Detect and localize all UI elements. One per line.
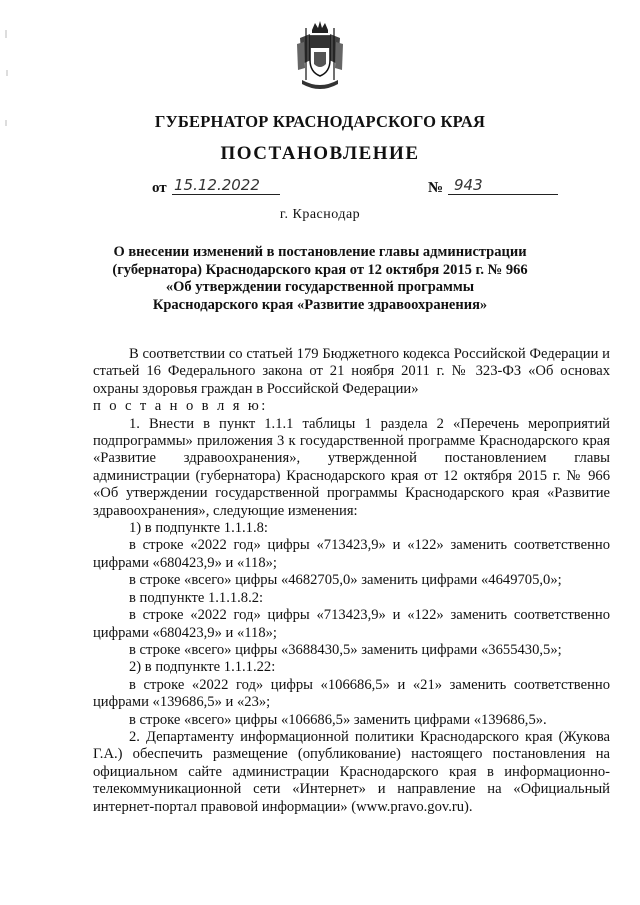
number-label: № <box>428 180 444 196</box>
heading-line: О внесении изменений в постановление главы администрации <box>113 244 527 260</box>
number-value: 943 <box>448 176 558 195</box>
document-type: ПОСТАНОВЛЕНИЕ <box>220 143 420 164</box>
body-paragraph: в строке «2022 год» цифры «713423,9» и «122» заменить соответственно цифрами «680423,9» и «118»; <box>93 607 610 641</box>
body-paragraph: 1. Внести в пункт 1.1.1 таблицы 1 раздела 2 «Перечень мероприятий подпрограммы» приложения 3 к государственной программе Краснодарского края «Развитие здравоохранения», утвержденной постановлением главы администрации (губернатора) Краснодарского края от 12 октября 2015 г. № 966 «Об утверждении государственной программы Краснодарского края «Развитие здравоохранения», следующие изменения: <box>93 415 610 519</box>
body-paragraph: в строке «всего» цифры «106686,5» заменить цифрами «139686,5». <box>129 711 547 728</box>
resolution-word: п о с т а н о в л я ю: <box>93 398 268 415</box>
body-paragraph: в строке «2022 год» цифры «713423,9» и «122» заменить соответственно цифрами «680423,9» и «118»; <box>93 537 610 571</box>
city: г. Краснодар <box>279 207 361 222</box>
heading-line: (губернатора) Краснодарского края от 12 октября 2015 г. № 966 <box>112 261 528 278</box>
date-label: от <box>152 180 167 196</box>
body-paragraph: 1) в подпункте 1.1.1.8: <box>129 520 268 537</box>
governor-title: ГУБЕРНАТОР КРАСНОДАРСКОГО КРАЯ <box>154 112 486 131</box>
body-paragraph: 2) в подпункте 1.1.1.22: <box>129 659 276 676</box>
heading-line: «Об утверждении государственной программы <box>165 279 475 295</box>
body-paragraph: В соответствии со статьей 179 Бюджетного кодекса Российской Федерации и статьей 16 Федерального закона от 21 ноября 2011 г. № 323-ФЗ «Об основах охраны здоровья граждан в Российской Федерации» <box>93 346 610 397</box>
heading-line: Краснодарского края «Развитие здравоохранения» <box>152 296 488 313</box>
document-heading <box>0 244 640 314</box>
body-paragraph: в строке «всего» цифры «4682705,0» заменить цифрами «4649705,0»; <box>129 572 562 589</box>
body-paragraph: в строке «всего» цифры «3688430,5» заменить цифрами «3655430,5»; <box>129 641 562 658</box>
body-paragraph: 2. Департаменту информационной политики Краснодарского края (Жукова Г.А.) обеспечить размещение (опубликование) настоящего постановления на официальном сайте администрации Краснодарского края в информационно-телекоммуникационной сети «Интернет» и направление на «Официальный интернет-портал правовой информации» (www.pravo.gov.ru). <box>93 728 610 815</box>
body-paragraph: в строке «2022 год» цифры «106686,5» и «21» заменить соответственно цифрами «139686,5» и «23»; <box>93 676 610 711</box>
date-value: 15.12.2022 <box>172 176 280 195</box>
document-body <box>93 346 610 816</box>
body-paragraph: в подпункте 1.1.1.8.2: <box>129 589 264 606</box>
krasnodar-coat-of-arms-icon <box>294 20 346 92</box>
margin-marks <box>4 30 10 150</box>
